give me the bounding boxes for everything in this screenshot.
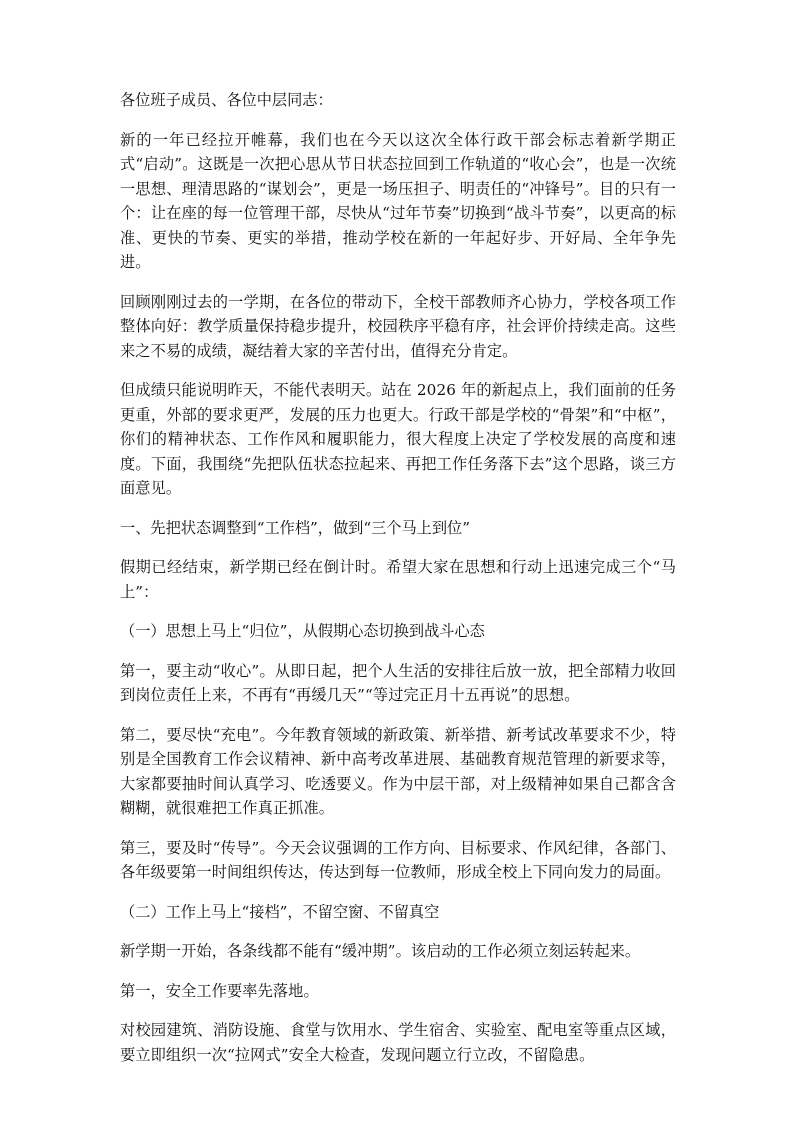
paragraph-opening: 新的一年已经拉开帷幕，我们也在今天以这次全体行政干部会标志着新学期正式“启动”。这既是一次把心思从节日状态拉回到工作轨道的“收心会”，也是一次统一思想、理清思路的“谋划会”，更是一场压担子、明责任的“冲锋号”。目的只有一个：让在座的每一位管理干部，尽快从“过年节奏”切换到“战斗节奏”，以更高的标准、更快的节奏、更实的举措，推动学校在新的一年起好步、开好局、全年争先进。 [120, 130, 676, 271]
section-heading-1: 一、先把状态调整到“工作档”，做到“三个马上到位” [120, 518, 470, 537]
subsection-1-paragraph: 第三，要及时“传导”。今天会议强调的工作方向、目标要求、作风纪律，各部门、各年级要第一时间组织传达，传达到每一位教师，形成全校上下同向发力的局面。 [120, 838, 676, 881]
subsection-heading-1: （一）思想上马上“归位”，从假期心态切换到战斗心态 [120, 622, 485, 640]
document-page [120, 88, 676, 1082]
subsection-2-paragraph: 新学期一开始，各条线都不能有“缓冲期”。该启动的工作必须立刻运转起来。 [120, 942, 641, 960]
paragraph-review: 回顾刚刚过去的一学期，在各位的带动下，全校干部教师齐心协力，学校各项工作整体向好：教学质量保持稳步提升，校园秩序平稳有序，社会评价持续走高。这些来之不易的成绩，凝结着大家的辛苦付出，值得充分肯定。 [120, 292, 676, 360]
subsection-2-paragraph: 第一，安全工作要率先落地。 [120, 981, 319, 1000]
salutation: 各位班子成员、各位中层同志： [120, 91, 333, 109]
subsection-1-paragraph: 第二，要尽快“充电”。今年教育领域的新政策、新举措、新考试改革要求不少，特别是全国教育工作会议精神、新中高考改革进展、基础教育规范管理的新要求等，大家都要抽时间认真学习、吃透要义。作为中层干部，对上级精神如果自己都含含糊糊，就很难把工作真正抓准。 [120, 725, 676, 817]
subsection-heading-2: （二）工作上马上“接档”，不留空窗、不留真空 [120, 902, 440, 921]
subsection-2-paragraph: 对校园建筑、消防设施、食堂与饮用水、学生宿舍、实验室、配电室等重点区域，要立即组织一次“拉网式”安全大检查，发现问题立行立改，不留隐患。 [120, 1021, 676, 1064]
section-intro-1: 假期已经结束，新学期已经在倒计时。希望大家在思想和行动上迅速完成三个“马上”： [120, 558, 676, 601]
paragraph-outlook: 但成绩只能说明昨天，不能代表明天。站在 2026 年的新起点上，我们面前的任务更重，外部的要求更严，发展的压力也更大。行政干部是学校的“骨架”和“中枢”，你们的精神状态、工作作风和履职能力，很大程度上决定了学校发展的高度和速度。下面，我围绕“先把队伍状态拉起来、再把工作任务落下去”这个思路，谈三方面意见。 [120, 381, 676, 497]
subsection-1-paragraph: 第一，要主动“收心”。从即日起，把个人生活的安排往后放一放，把全部精力收回到岗位责任上来，不再有“再缓几天”“等过完正月十五再说”的思想。 [120, 661, 676, 704]
